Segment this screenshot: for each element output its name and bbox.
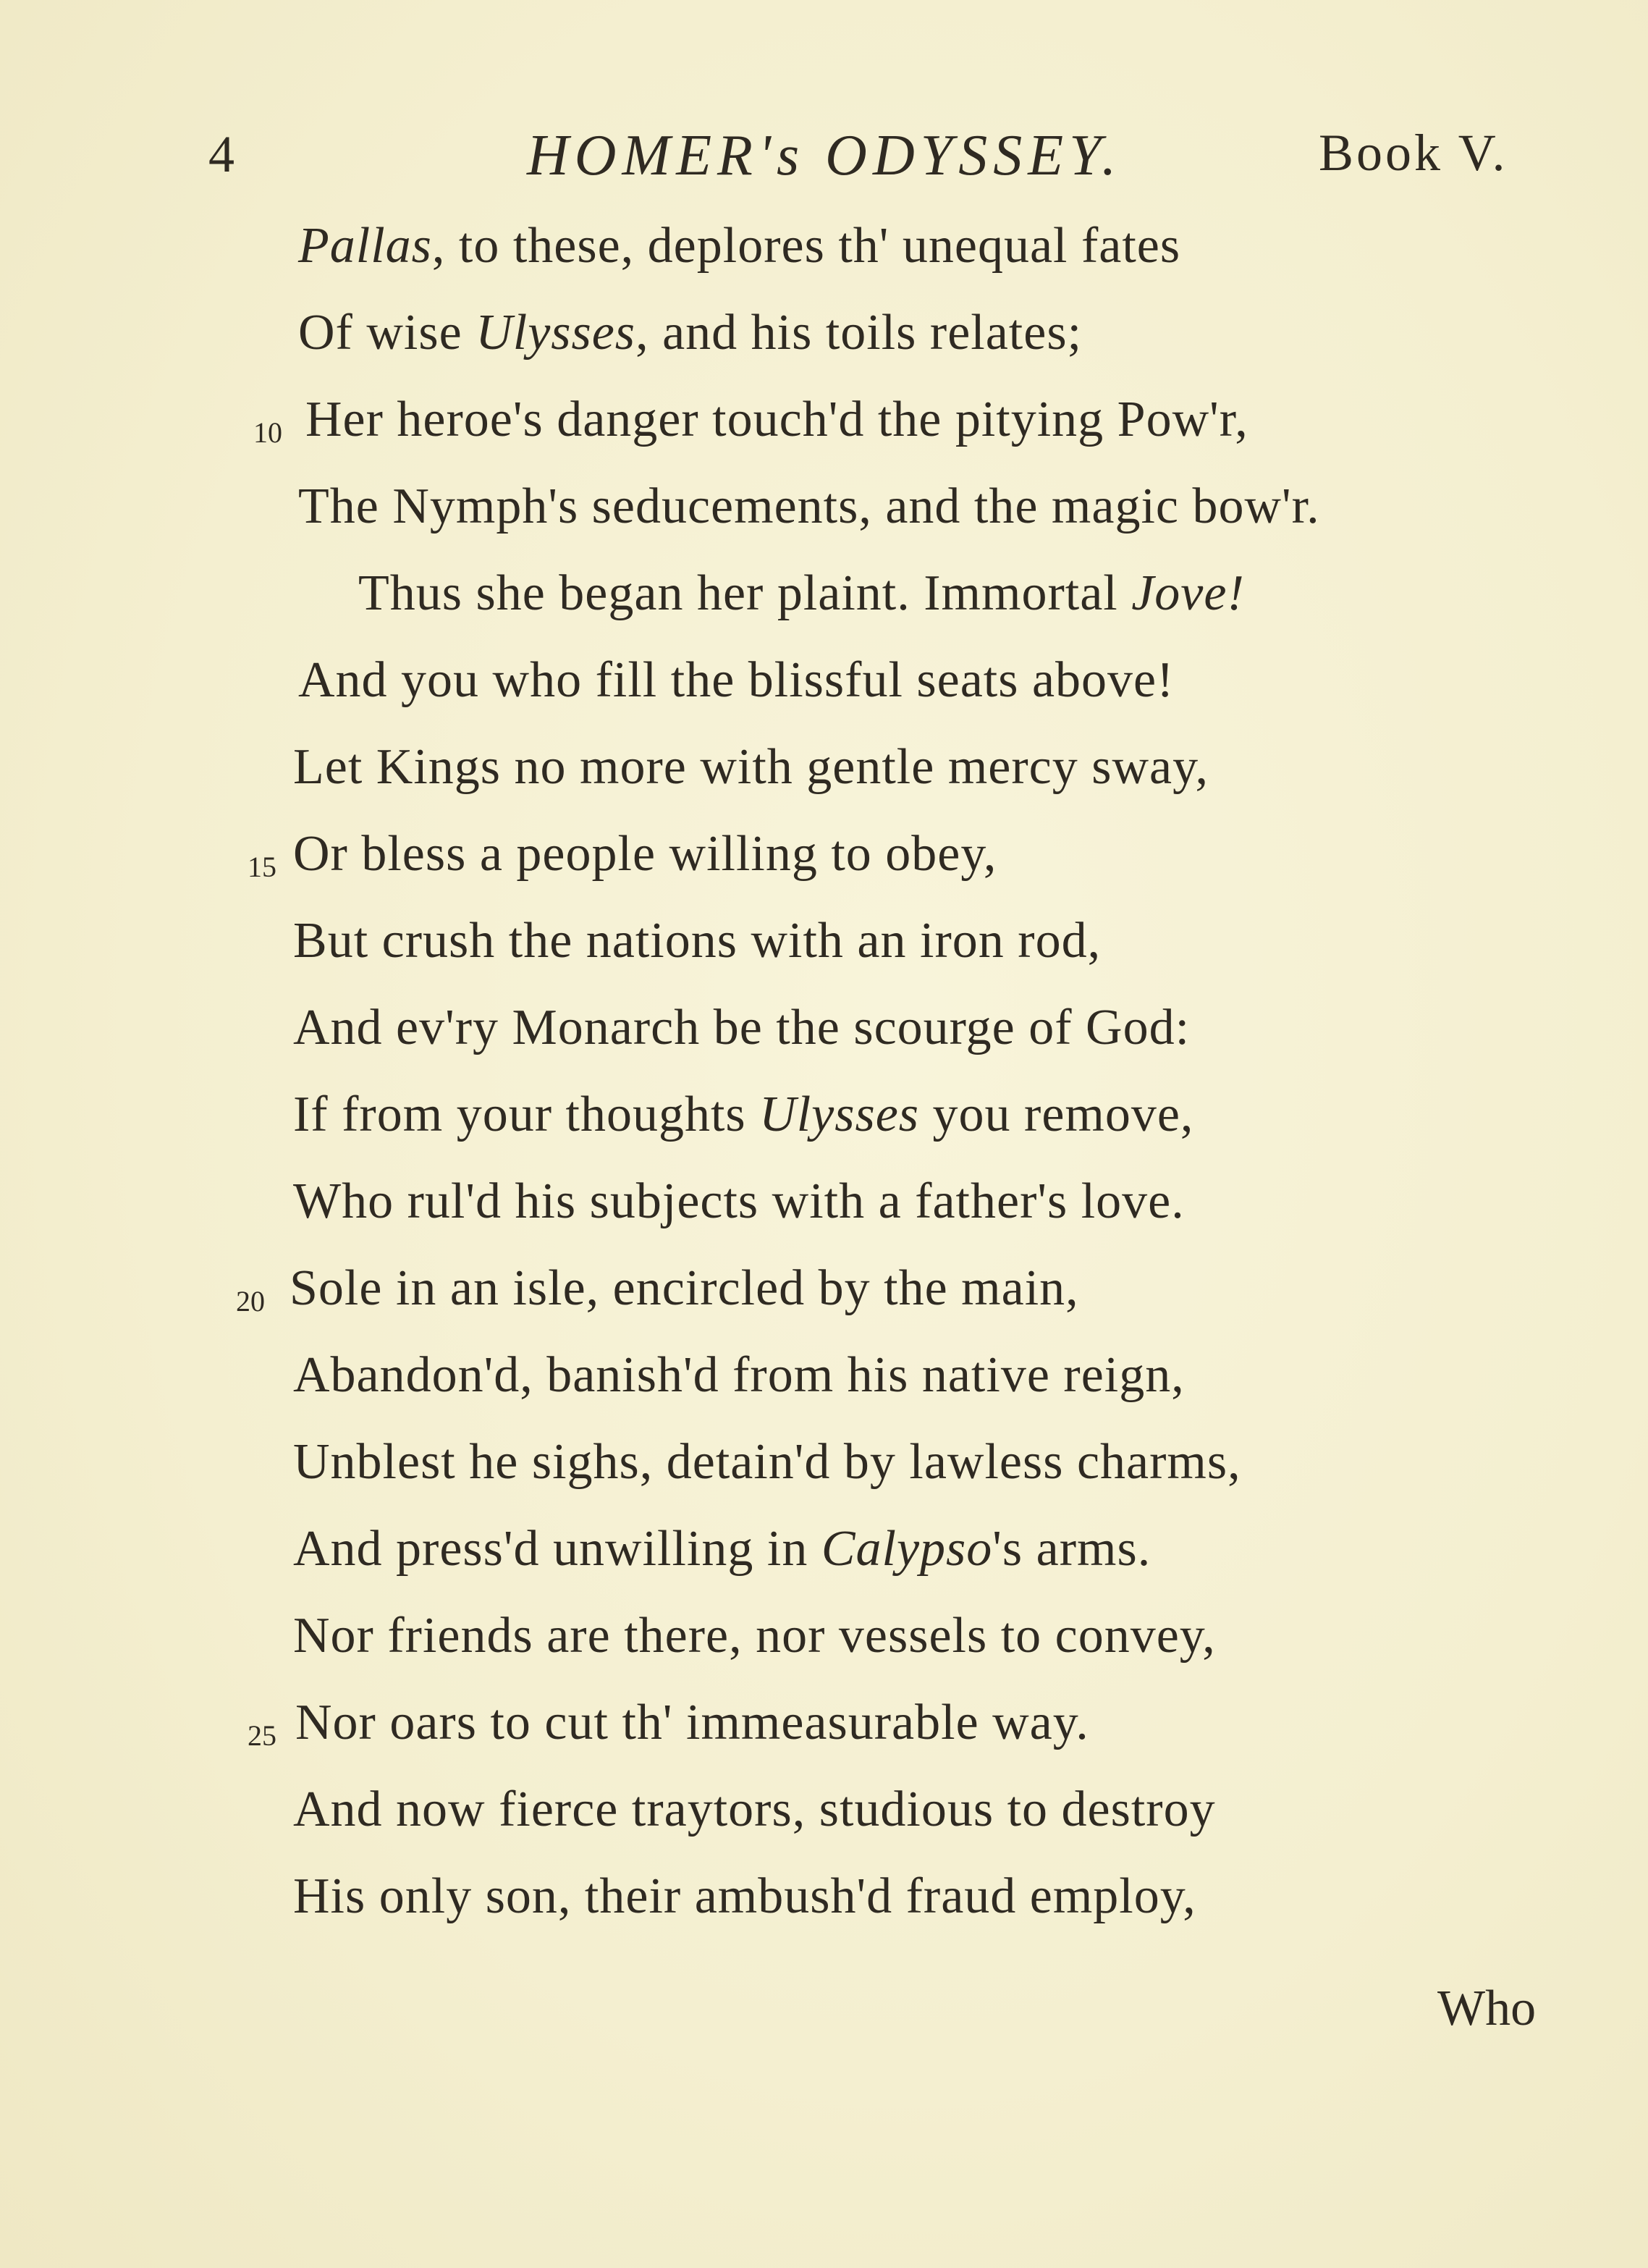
verse-line [0, 1173, 1648, 1252]
line-text: But crush the nations with an iron rod, [293, 913, 1102, 969]
line-text: Nor friends are there, nor vessels to convey, [293, 1608, 1216, 1664]
verse-line [0, 1607, 1648, 1687]
line-text: Nor oars to cut th' immeasurable way. [295, 1695, 1089, 1750]
verse-line [0, 1346, 1648, 1426]
line-text: If from your thoughts Ulysses you remove, [293, 1087, 1194, 1142]
line-text: And you who fill the blissful seats above! [298, 652, 1175, 708]
verse-line [0, 391, 1648, 471]
verse-line [0, 1520, 1648, 1600]
line-number: 15 [248, 851, 276, 883]
line-text: Sole in an isle, encircled by the main, [290, 1260, 1079, 1316]
line-text: The Nymph's seducements, and the magic bow'r. [298, 479, 1320, 534]
line-text: Or bless a people willing to obey, [293, 826, 997, 882]
verse-line [0, 1433, 1648, 1513]
verse-line [0, 738, 1648, 818]
verse-line [0, 652, 1648, 731]
verse-line [0, 1260, 1648, 1339]
verse-line [0, 1086, 1648, 1165]
verse-line [0, 999, 1648, 1079]
line-text: Of wise Ulysses, and his toils relates; [298, 305, 1083, 361]
verse-line [0, 217, 1648, 297]
verse-line [0, 912, 1648, 992]
line-number: 25 [248, 1719, 276, 1752]
line-text: His only son, their ambush'd fraud employ, [293, 1868, 1196, 1924]
verse-line [0, 304, 1648, 384]
line-text: And press'd unwilling in Calypso's arms. [293, 1521, 1152, 1577]
verse-line [0, 478, 1648, 557]
verse-line [0, 825, 1648, 905]
line-text: Who rul'd his subjects with a father's love. [293, 1173, 1185, 1229]
verse-line [0, 1694, 1648, 1774]
running-head [0, 109, 1648, 195]
line-number: 20 [236, 1285, 265, 1318]
running-title: HOMER's ODYSSEY. [527, 124, 1123, 187]
line-text: Thus she began her plaint. Immortal Jove! [358, 565, 1245, 621]
line-text: Unblest he sighs, detain'd by lawless charms, [293, 1434, 1241, 1490]
line-text: Abandon'd, banish'd from his native reign, [293, 1347, 1185, 1403]
verse-line [0, 1781, 1648, 1860]
line-text: Let Kings no more with gentle mercy sway, [293, 739, 1209, 795]
line-text: And ev'ry Monarch be the scourge of God: [293, 1000, 1191, 1055]
verse-line [0, 565, 1648, 644]
line-text: Her heroe's danger touch'd the pitying Pow'r, [305, 392, 1248, 447]
catchword: Who [1437, 1981, 1537, 2036]
line-number: 10 [253, 416, 282, 449]
line-text: Pallas, to these, deplores th' unequal fates [298, 218, 1181, 274]
verse-line [0, 1868, 1648, 1947]
book-label: Book V. [1319, 124, 1508, 182]
page-number: 4 [208, 125, 234, 183]
line-text: And now fierce traytors, studious to destroy [293, 1782, 1216, 1837]
